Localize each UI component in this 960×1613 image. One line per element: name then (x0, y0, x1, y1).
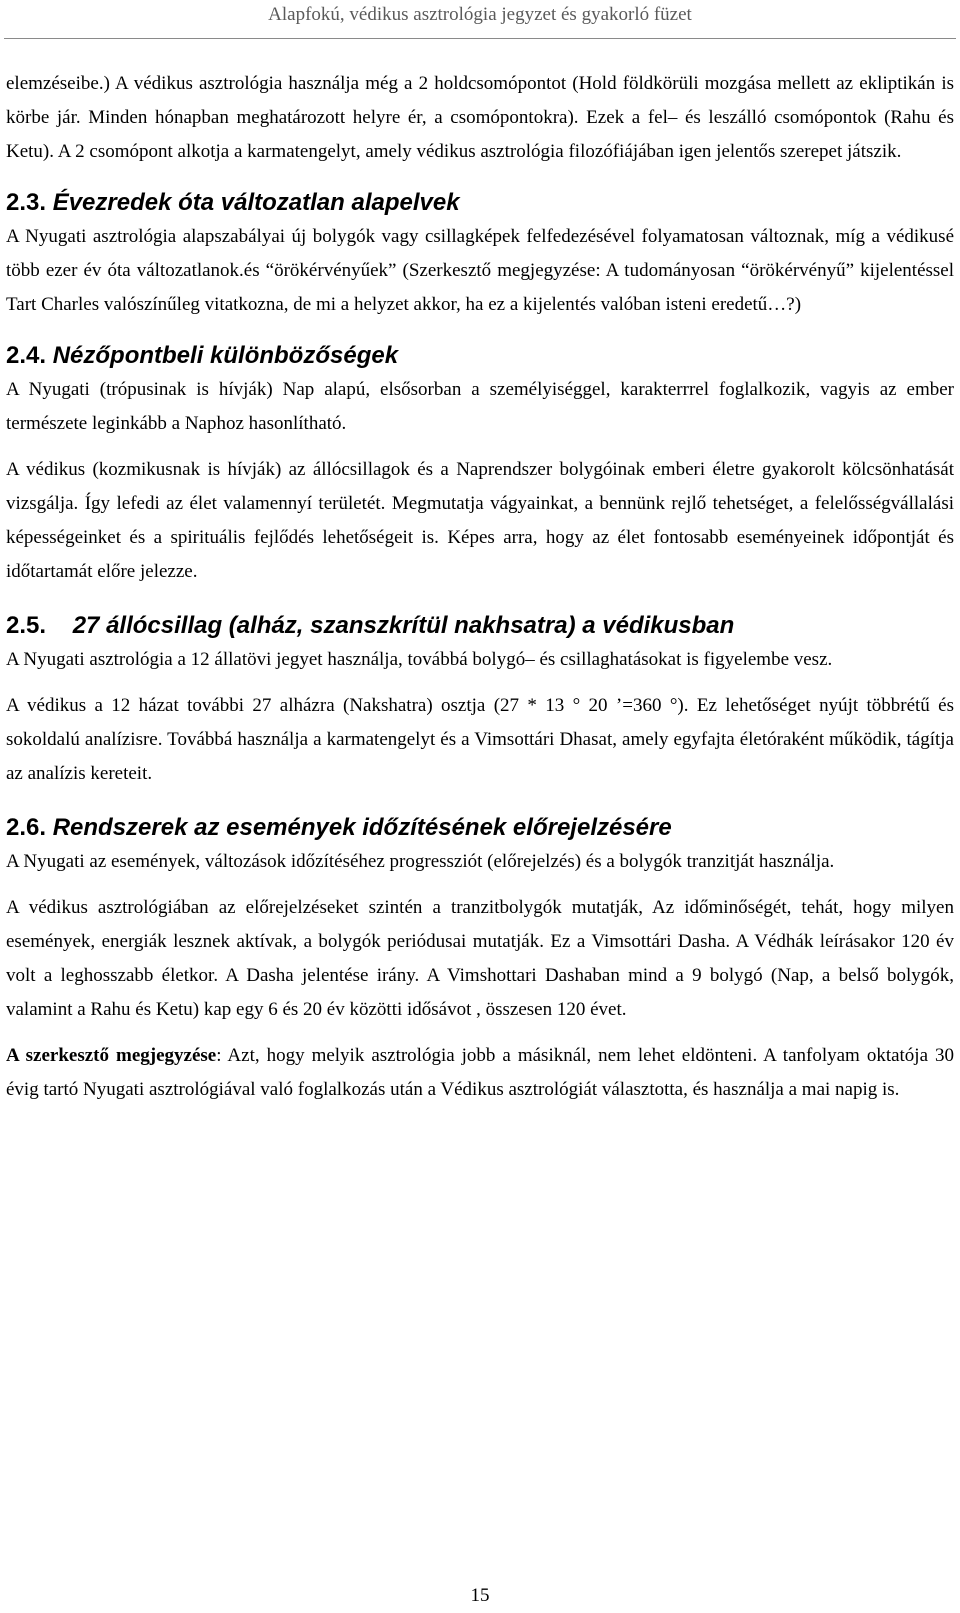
section-2-5-paragraph-1: A Nyugati asztrológia a 12 állatövi jegyet használja, továbbá bolygó– és csillaghatásokat is figyelembe vesz. (6, 649, 833, 670)
section-number: 2.5. (6, 612, 47, 639)
section-2-4-paragraph-1: A Nyugati (trópusinak is hívják) Nap alapú, elsősorban a személyiséggel, karakterrrel foglalkozik, vagyis az ember természete leginkább a Naphoz hasonlítható. (6, 379, 954, 434)
section-2-6-paragraph-1: A Nyugati az események, változások időzítéséhez progressziót (előrejelzés) és a bolygók tranzitját használja. (6, 851, 835, 872)
editor-note-label: A szerkesztő megjegyzése (6, 1045, 217, 1066)
section-2-4-paragraph-2: A védikus (kozmikusnak is hívják) az állócsillagok és a Naprendszer bolygóinak emberi életre gyakorolt kölcsönhatását vizsgálja. Így lefedi az élet valamennyí területét. Megmutatja vágyainkat, a bennünk rejlő tehetséget, a felelősségvállalási képességeinket és a spirituális fejlődés lehetőségeit is. Képes arra, hogy az élet fontosabb eseményeinek időpontját és időtartamát előre jelezze. (6, 459, 954, 582)
running-header: Alapfokú, védikus asztrológia jegyzet és gyakorló füzet (268, 4, 692, 25)
header-divider (4, 38, 956, 39)
section-heading-2-6 (6, 811, 954, 845)
section-2-3-paragraph: A Nyugati asztrológia alapszabályai új bolygók vagy csillagképek felfedezésével folyamatosan változnak, míg a védikusé több ezer év óta változatlanok.és “örökérvényűek” (Szerkesztő megjegyzése: A tudományosan “örökérvényű” kijelentéssel Tart Charles valószínűleg vitatkozna, de mi a helyzet akkor, ha ez a kijelentés valóban isteni eredetű…?) (6, 226, 954, 315)
section-number: 2.6. (6, 814, 47, 841)
section-title: Rendszerek az események időzítésének előrejelzésére (52, 814, 672, 841)
editor-note-text: : Azt, hogy melyik asztrológia jobb a másiknál, nem lehet eldönteni. A tanfolyam oktatója 30 évig tartó Nyugati asztrológiával való foglalkozás után a Védikus asztrológiát választotta, és használja a mai napig is. (6, 1045, 955, 1100)
section-title: 27 állócsillag (alház, szanszkrítül nakhsatra) a védikusban (72, 612, 735, 639)
section-title: Nézőpontbeli különbözőségek (52, 342, 399, 369)
intro-paragraph: elemzéseibe.) A védikus asztrológia használja még a 2 holdcsomópontot (Hold földkörüli mozgása mellett az ekliptikán is körbe jár. Minden hónapban meghatározott helyre ér, a csomópontokra). Ezek a fel– és leszálló csomópontok (Rahu és Ketu). A 2 csomópont alkotja a karmatengelyt, amely védikus asztrológia filozófiájában igen jelentős szerepet játszik. (6, 73, 954, 162)
section-heading-2-4 (6, 339, 954, 373)
page-content (6, 67, 954, 1107)
section-2-5-paragraph-2: A védikus a 12 házat további 27 alházra (Nakshatra) osztja (27 * 13 ° 20 ’=360 °). Ez lehetőséget nyújt többrétű és sokoldalú analízisre. Továbbá használja a karmatengelyt és a Vimsottári Dhasat, amely egyfajta életóraként működik, tágítja az analízis kereteit. (6, 695, 954, 784)
section-number: 2.3. (6, 189, 47, 216)
section-title: Évezredek óta változatlan alapelvek (52, 189, 460, 216)
section-2-6-paragraph-2: A védikus asztrológiában az előrejelzéseket szintén a tranzitbolygók mutatják, Az időminőségét, tehát, hogy milyen események, energiák lesznek aktívak, a bolygók periódusai mutatják. Ez a Vimsottári Dasha. A Védhák leírásakor 120 év volt a leghosszabb életkor. A Dasha jelentése irány. A Vimshottari Dashaban mind a 9 bolygó (Nap, a belső bolygók, valamint a Rahu és Ketu) kap egy 6 és 20 év közötti idősávot , összesen 120 évet. (6, 897, 954, 1020)
page-number: 15 (470, 1585, 490, 1606)
section-heading-2-3 (6, 186, 954, 220)
section-heading-2-5 (6, 609, 954, 643)
editor-note-paragraph (6, 1039, 954, 1107)
section-number: 2.4. (6, 342, 47, 369)
